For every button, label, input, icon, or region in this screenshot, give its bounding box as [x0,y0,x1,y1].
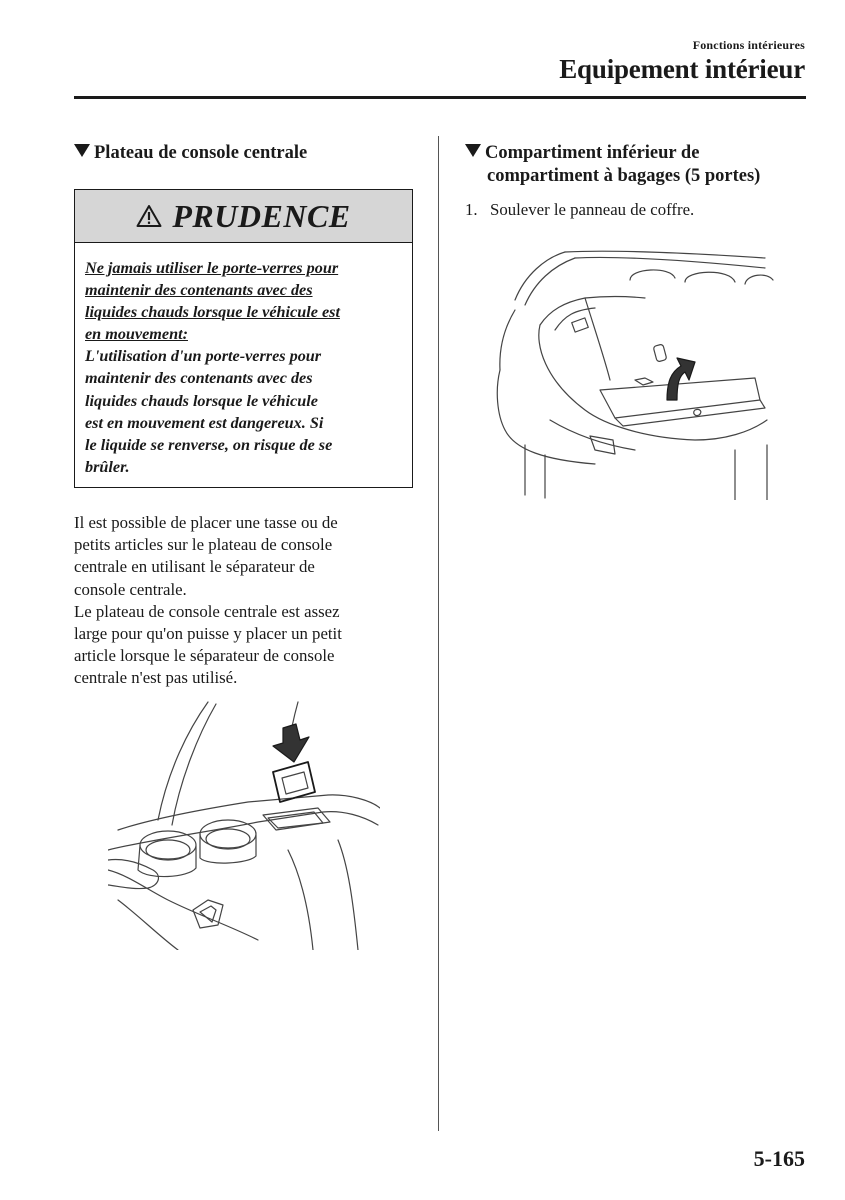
caution-line: liquides chauds lorsque le véhicule est [85,303,340,322]
heading-text-line1: Compartiment inférieur de [485,143,700,163]
caution-line: maintenir des contenants avec des [85,281,313,300]
body-line: petits articles sur le plateau de console [74,535,333,555]
warning-triangle-icon [136,204,162,228]
section-label: Fonctions intérieures [692,38,805,52]
caution-line: L'utilisation d'un porte-verres pour [85,347,322,366]
column-divider [438,136,439,1131]
section-heading-trunk-compartment [465,142,810,188]
section-heading-console-tray [74,142,424,165]
triangle-bullet-icon [74,144,90,157]
caution-line: est en mouvement est dangereux. Si [85,413,324,432]
body-line: Il est possible de placer une tasse ou de [74,513,338,532]
caution-header [75,190,412,243]
triangle-bullet-icon [465,144,481,157]
caution-line: Ne jamais utiliser le porte-verres pour [85,259,339,277]
caution-text [75,243,412,478]
step-text: Soulever le panneau de coffre. [490,200,695,219]
step-item [465,200,810,220]
page-number: 5-165 [753,1146,805,1171]
caution-line: maintenir des contenants avec des [85,369,313,388]
heading-text: Plateau de console centrale [94,143,308,163]
body-line: console centrale. [74,579,187,599]
caution-line: brûler. [85,457,130,476]
header-divider [74,96,806,99]
caution-line: le liquide se renverse, on risque de se [85,435,333,454]
caution-line: liquides chauds lorsque le véhicule [85,391,318,410]
heading-text-line2: compartiment à bagages (5 portes) [487,166,761,186]
step-number: 1. [465,200,478,219]
caution-box [74,189,413,488]
body-paragraph [74,512,419,690]
console-tray-illustration [108,700,380,950]
body-line: centrale en utilisant le séparateur de [74,557,315,577]
page-title: Equipement intérieur [559,54,805,84]
body-line: large pour qu'on puisse y placer un petit [74,624,342,644]
caution-line: en mouvement: [85,325,188,344]
body-line: centrale n'est pas utilisé. [74,668,238,688]
trunk-illustration [495,250,775,500]
body-line: Le plateau de console centrale est assez [74,601,340,621]
caution-title: PRUDENCE [172,197,351,234]
body-line: article lorsque le séparateur de console [74,646,335,666]
